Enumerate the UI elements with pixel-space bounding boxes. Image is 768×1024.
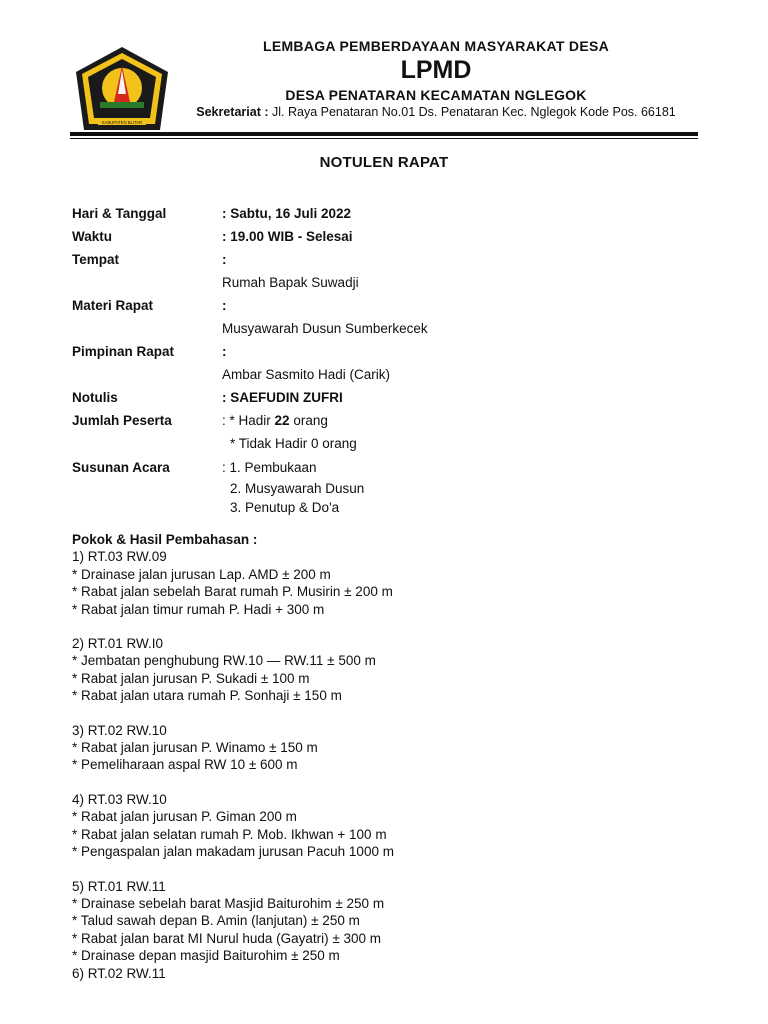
susunan-item-3: 3. Penutup & Do'a: [230, 500, 340, 515]
list-item: * Pemeliharaan aspal RW 10 ± 600 m: [72, 757, 298, 773]
desa-name: DESA PENATARAN KECAMATAN NGLEGOK: [285, 87, 587, 103]
pokok-group-1: [72, 548, 712, 618]
list-item: * Rabat jalan jurusan P. Sukadi ± 100 m: [72, 670, 310, 686]
tempat-colon: :: [222, 252, 227, 267]
info-row-materi: [72, 296, 692, 319]
list-item: * Drainase depan masjid Baiturohim ± 250 m: [72, 948, 340, 964]
materi-colon: :: [222, 298, 227, 313]
group-title: 3) RT.02 RW.10: [72, 722, 167, 738]
pokok-group-3: [72, 722, 712, 774]
notulis-label: Notulis: [72, 390, 118, 405]
waktu-value: : 19.00 WIB - Selesai: [222, 229, 353, 244]
list-item: * Talud sawah depan B. Amin (lanjutan) ± 250 m: [72, 913, 360, 929]
header-rule-thin: [70, 138, 698, 139]
info-row-susunan: [72, 458, 692, 480]
group-title: 4) RT.03 RW.10: [72, 791, 167, 807]
list-item: * Drainase jalan jurusan Lap. AMD ± 200 m: [72, 566, 331, 582]
group-title: 5) RT.01 RW.11: [72, 878, 166, 894]
pokok-group-2: [72, 635, 712, 705]
list-item: * Rabat jalan timur rumah P. Hadi + 300 m: [72, 601, 325, 617]
susunan-item-1: : 1. Pembukaan: [222, 460, 317, 475]
header-rule-thick: [70, 132, 698, 136]
pokok-heading: Pokok & Hasil Pembahasan :: [72, 532, 258, 547]
pimpinan-colon: :: [222, 344, 227, 359]
info-row-susunan-2: [72, 480, 692, 499]
hari-label: Hari & Tanggal: [72, 206, 167, 221]
jumlah-value: [222, 411, 692, 434]
sekretariat-address: [196, 105, 676, 119]
jumlah-hadir-count: 22: [274, 413, 290, 428]
waktu-label: Waktu: [72, 229, 112, 244]
info-row-tempat: [72, 250, 692, 273]
list-item: * Pengaspalan jalan makadam jurusan Pacuh 1000 m: [72, 844, 394, 860]
tidak-hadir-value: * Tidak Hadir 0 orang: [230, 436, 357, 451]
group-title: 2) RT.01 RW.I0: [72, 636, 164, 652]
pokok-group-5: [72, 878, 712, 965]
info-row-materi-value: [72, 319, 692, 342]
group-title: 6) RT.02 RW.11: [72, 965, 166, 981]
info-row-pimpinan: [72, 342, 692, 365]
list-item: * Rabat jalan barat MI Nurul huda (Gayatri) ± 300 m: [72, 930, 382, 946]
info-row-pimpinan-value: [72, 365, 692, 388]
info-row-hari: [72, 204, 692, 227]
info-row-jumlah: [72, 411, 692, 434]
info-row-notulis: [72, 388, 692, 411]
sekretariat-label: Sekretariat :: [196, 105, 269, 119]
org-acronym: LPMD: [400, 56, 472, 84]
list-item: * Rabat jalan selatan rumah P. Mob. Ikhwan + 100 m: [72, 826, 387, 842]
list-item: * Drainase sebelah barat Masjid Baiturohim ± 250 m: [72, 895, 385, 911]
logo-text: KABUPATEN BLITAR: [101, 120, 143, 125]
materi-value: Musyawarah Dusun Sumberkecek: [222, 321, 428, 336]
list-item: * Rabat jalan utara rumah P. Sonhaji ± 150 m: [72, 688, 342, 704]
jumlah-suffix: orang: [289, 413, 328, 428]
document-title: NOTULEN RAPAT: [319, 154, 449, 171]
jumlah-prefix: : * Hadir: [222, 413, 275, 428]
notulis-value: : SAEFUDIN ZUFRI: [222, 390, 343, 405]
tempat-label: Tempat: [72, 252, 120, 267]
info-row-tidak-hadir: [72, 434, 692, 457]
tempat-value: Rumah Bapak Suwadji: [222, 275, 359, 290]
sekretariat-text: Jl. Raya Penataran No.01 Ds. Penataran Kec. Nglegok Kode Pos. 66181: [272, 105, 676, 119]
pokok-group-4: [72, 791, 712, 861]
info-row-tempat-value: [72, 273, 692, 296]
susunan-label: Susunan Acara: [72, 460, 170, 475]
pokok-group-6: [72, 965, 712, 982]
list-item: * Jembatan penghubung RW.10 — RW.11 ± 500 m: [72, 653, 376, 669]
info-row-susunan-3: [72, 499, 692, 518]
pokok-section: [72, 531, 712, 982]
org-name: LEMBAGA PEMBERDAYAAN MASYARAKAT DESA: [262, 38, 610, 54]
materi-label: Materi Rapat: [72, 298, 154, 313]
group-title: 1) RT.03 RW.09: [72, 549, 167, 565]
list-item: * Rabat jalan jurusan P. Winamo ± 150 m: [72, 740, 318, 756]
pimpinan-value: Ambar Sasmito Hadi (Carik): [222, 367, 391, 382]
meeting-info: [72, 204, 692, 518]
list-item: * Rabat jalan jurusan P. Giman 200 m: [72, 809, 297, 825]
list-item: * Rabat jalan sebelah Barat rumah P. Musirin ± 200 m: [72, 584, 393, 600]
susunan-item-2: 2. Musyawarah Dusun: [230, 481, 365, 496]
info-row-waktu: [72, 227, 692, 250]
jumlah-label: Jumlah Peserta: [72, 413, 172, 428]
lpmd-logo: [70, 44, 174, 134]
hari-value: : Sabtu, 16 Juli 2022: [222, 206, 352, 221]
pimpinan-label: Pimpinan Rapat: [72, 344, 175, 359]
